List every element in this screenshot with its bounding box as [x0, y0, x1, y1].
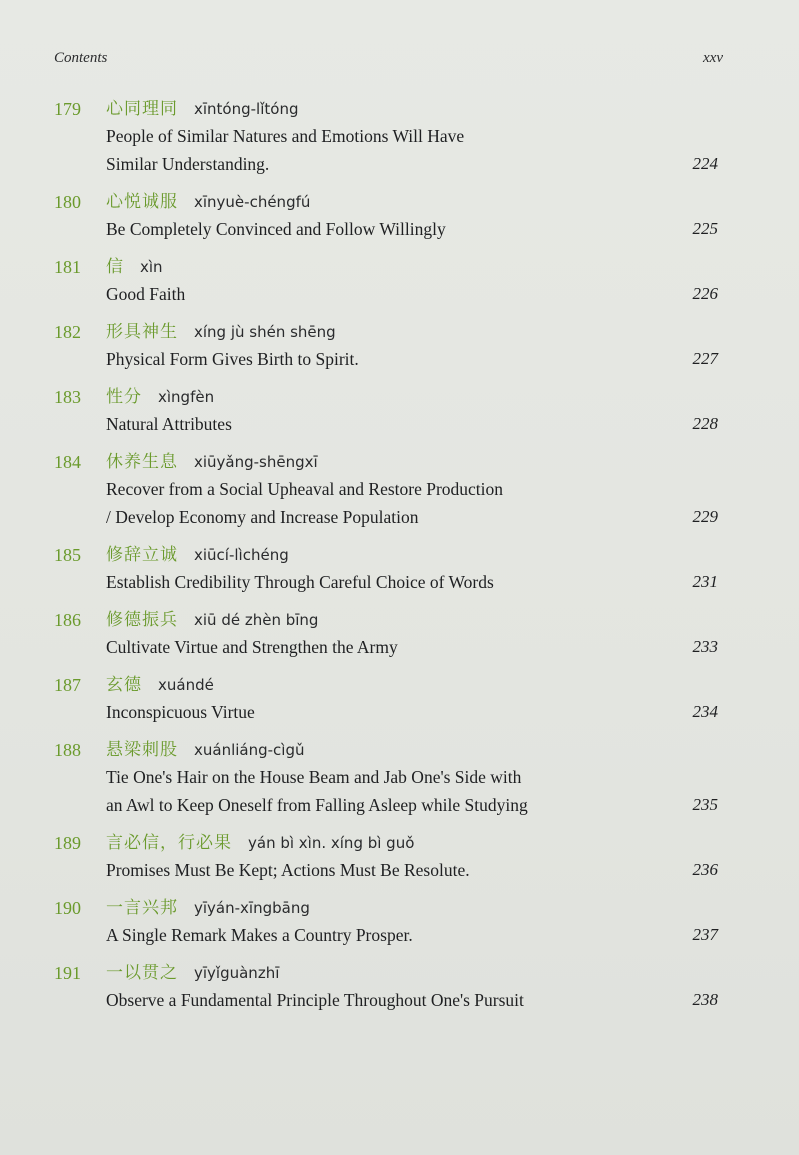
entry-number: 181: [54, 257, 81, 277]
entry-number: 183: [54, 387, 81, 407]
entry-headword: [106, 384, 724, 410]
entry-title-line: Cultivate Virtue and Strengthen the Army: [106, 637, 398, 657]
entry-pinyin: xuándé: [158, 676, 214, 694]
entry-english-title: [106, 475, 724, 531]
entry-english-title: [106, 122, 724, 178]
entry-chinese-term: 言必信，行必果: [106, 833, 232, 853]
entry-headword: [106, 895, 724, 921]
running-head: [54, 50, 723, 67]
toc-entry: [54, 830, 724, 884]
toc-entry: [54, 672, 724, 726]
entry-chinese-term: 心同理同: [106, 99, 178, 119]
entry-page-number: 238: [692, 990, 718, 1009]
entry-chinese-term: 悬梁刺股: [106, 740, 178, 760]
entry-pinyin: yán bì xìn. xíng bì guǒ: [248, 834, 415, 852]
entry-number: 184: [54, 452, 81, 472]
toc-entry: [54, 254, 724, 308]
entry-page-number: 227: [692, 349, 718, 368]
entry-number: 185: [54, 545, 81, 565]
entry-pinyin: xiūyǎng-shēngxī: [194, 453, 318, 471]
entry-number: 186: [54, 610, 81, 630]
entry-pinyin: xìngfèn: [158, 388, 215, 406]
running-head-page-number: xxv: [703, 50, 723, 66]
entry-headword: [106, 189, 724, 215]
entry-pinyin: yīyǐguànzhī: [194, 964, 280, 982]
entry-pinyin: xīntóng-lǐtóng: [194, 100, 299, 118]
entry-page-number: 231: [692, 572, 718, 591]
entry-headword: [106, 319, 724, 345]
entry-title-line: Recover from a Social Upheaval and Restore Production: [106, 479, 504, 499]
entry-headword: [106, 542, 724, 568]
toc-entry: [54, 960, 724, 1014]
entry-chinese-term: 性分: [106, 387, 142, 407]
toc-entry: [54, 449, 724, 531]
toc-entry: [54, 542, 724, 596]
toc-entry: [54, 607, 724, 661]
entry-english-title: [106, 215, 724, 243]
entry-title-line: Good Faith: [106, 284, 186, 304]
entry-pinyin: xíng jù shén shēng: [194, 323, 336, 341]
entry-headword: [106, 96, 724, 122]
entry-headword: [106, 960, 724, 986]
entry-page-number: 229: [692, 507, 718, 526]
entry-page-number: 224: [692, 154, 718, 173]
toc-entry: [54, 737, 724, 819]
entry-number: 189: [54, 833, 81, 853]
entry-english-title: [106, 763, 724, 819]
entry-title-line: / Develop Economy and Increase Population: [106, 507, 419, 527]
entry-number: 182: [54, 322, 81, 342]
entry-page-number: 234: [692, 702, 718, 721]
entry-chinese-term: 修辞立诚: [106, 545, 178, 565]
entry-title-line: Promises Must Be Kept; Actions Must Be Resolute.: [106, 860, 470, 880]
entry-english-title: [106, 633, 724, 661]
entry-title-line: Observe a Fundamental Principle Throughout One's Pursuit: [106, 990, 524, 1010]
toc-entry: [54, 189, 724, 243]
entry-headword: [106, 830, 724, 856]
entry-chinese-term: 修德振兵: [106, 610, 178, 630]
entry-title-line: Physical Form Gives Birth to Spirit.: [106, 349, 359, 369]
entry-page-number: 225: [692, 219, 718, 238]
entry-title-line: an Awl to Keep Oneself from Falling Asleep while Studying: [106, 795, 528, 815]
entry-pinyin: xiū dé zhèn bīng: [194, 611, 319, 629]
entry-chinese-term: 信: [106, 257, 124, 277]
entry-number: 180: [54, 192, 81, 212]
entry-title-line: Tie One's Hair on the House Beam and Jab One's Side with: [106, 767, 522, 787]
toc-entry: [54, 319, 724, 373]
entry-number: 188: [54, 740, 81, 760]
entry-english-title: [106, 856, 724, 884]
entry-title-line: Natural Attributes: [106, 414, 232, 434]
entry-pinyin: xiūcí-lìchéng: [194, 546, 289, 564]
entry-number: 179: [54, 99, 81, 119]
entry-english-title: [106, 280, 724, 308]
entry-title-line: Be Completely Convinced and Follow Willingly: [106, 219, 446, 239]
entry-headword: [106, 607, 724, 633]
entry-chinese-term: 玄德: [106, 675, 142, 695]
entry-pinyin: xuánliáng-cìgǔ: [194, 741, 305, 759]
entry-english-title: [106, 568, 724, 596]
entry-number: 187: [54, 675, 81, 695]
entry-english-title: [106, 986, 724, 1014]
entry-headword: [106, 672, 724, 698]
entry-headword: [106, 449, 724, 475]
entry-english-title: [106, 410, 724, 438]
entry-pinyin: xīnyuè-chéngfú: [194, 193, 311, 211]
entry-title-line: Inconspicuous Virtue: [106, 702, 255, 722]
entry-page-number: 235: [692, 795, 718, 814]
entry-title-line: People of Similar Natures and Emotions Will Have: [106, 126, 465, 146]
entry-page-number: 226: [692, 284, 718, 303]
entry-page-number: 237: [692, 925, 718, 944]
entry-number: 190: [54, 898, 81, 918]
entry-english-title: [106, 698, 724, 726]
entry-headword: [106, 254, 724, 280]
entry-headword: [106, 737, 724, 763]
entry-title-line: Similar Understanding.: [106, 154, 270, 174]
entry-title-line: A Single Remark Makes a Country Prosper.: [106, 925, 413, 945]
entry-chinese-term: 心悦诚服: [106, 192, 178, 212]
toc-entry: [54, 96, 724, 178]
entry-page-number: 228: [692, 414, 718, 433]
entry-chinese-term: 一以贯之: [106, 963, 178, 983]
entry-title-line: Establish Credibility Through Careful Choice of Words: [106, 572, 494, 592]
entry-english-title: [106, 921, 724, 949]
entry-english-title: [106, 345, 724, 373]
toc-entry: [54, 895, 724, 949]
entry-chinese-term: 形具神生: [106, 322, 178, 342]
toc-entry: [54, 384, 724, 438]
entry-number: 191: [54, 963, 81, 983]
entry-page-number: 233: [692, 637, 718, 656]
entry-chinese-term: 休养生息: [106, 452, 178, 472]
entry-chinese-term: 一言兴邦: [106, 898, 178, 918]
entry-pinyin: yīyán-xīngbāng: [194, 899, 310, 917]
running-head-title: Contents: [54, 50, 108, 66]
table-of-contents: [54, 96, 724, 1025]
entry-pinyin: xìn: [140, 258, 163, 276]
entry-page-number: 236: [692, 860, 718, 879]
